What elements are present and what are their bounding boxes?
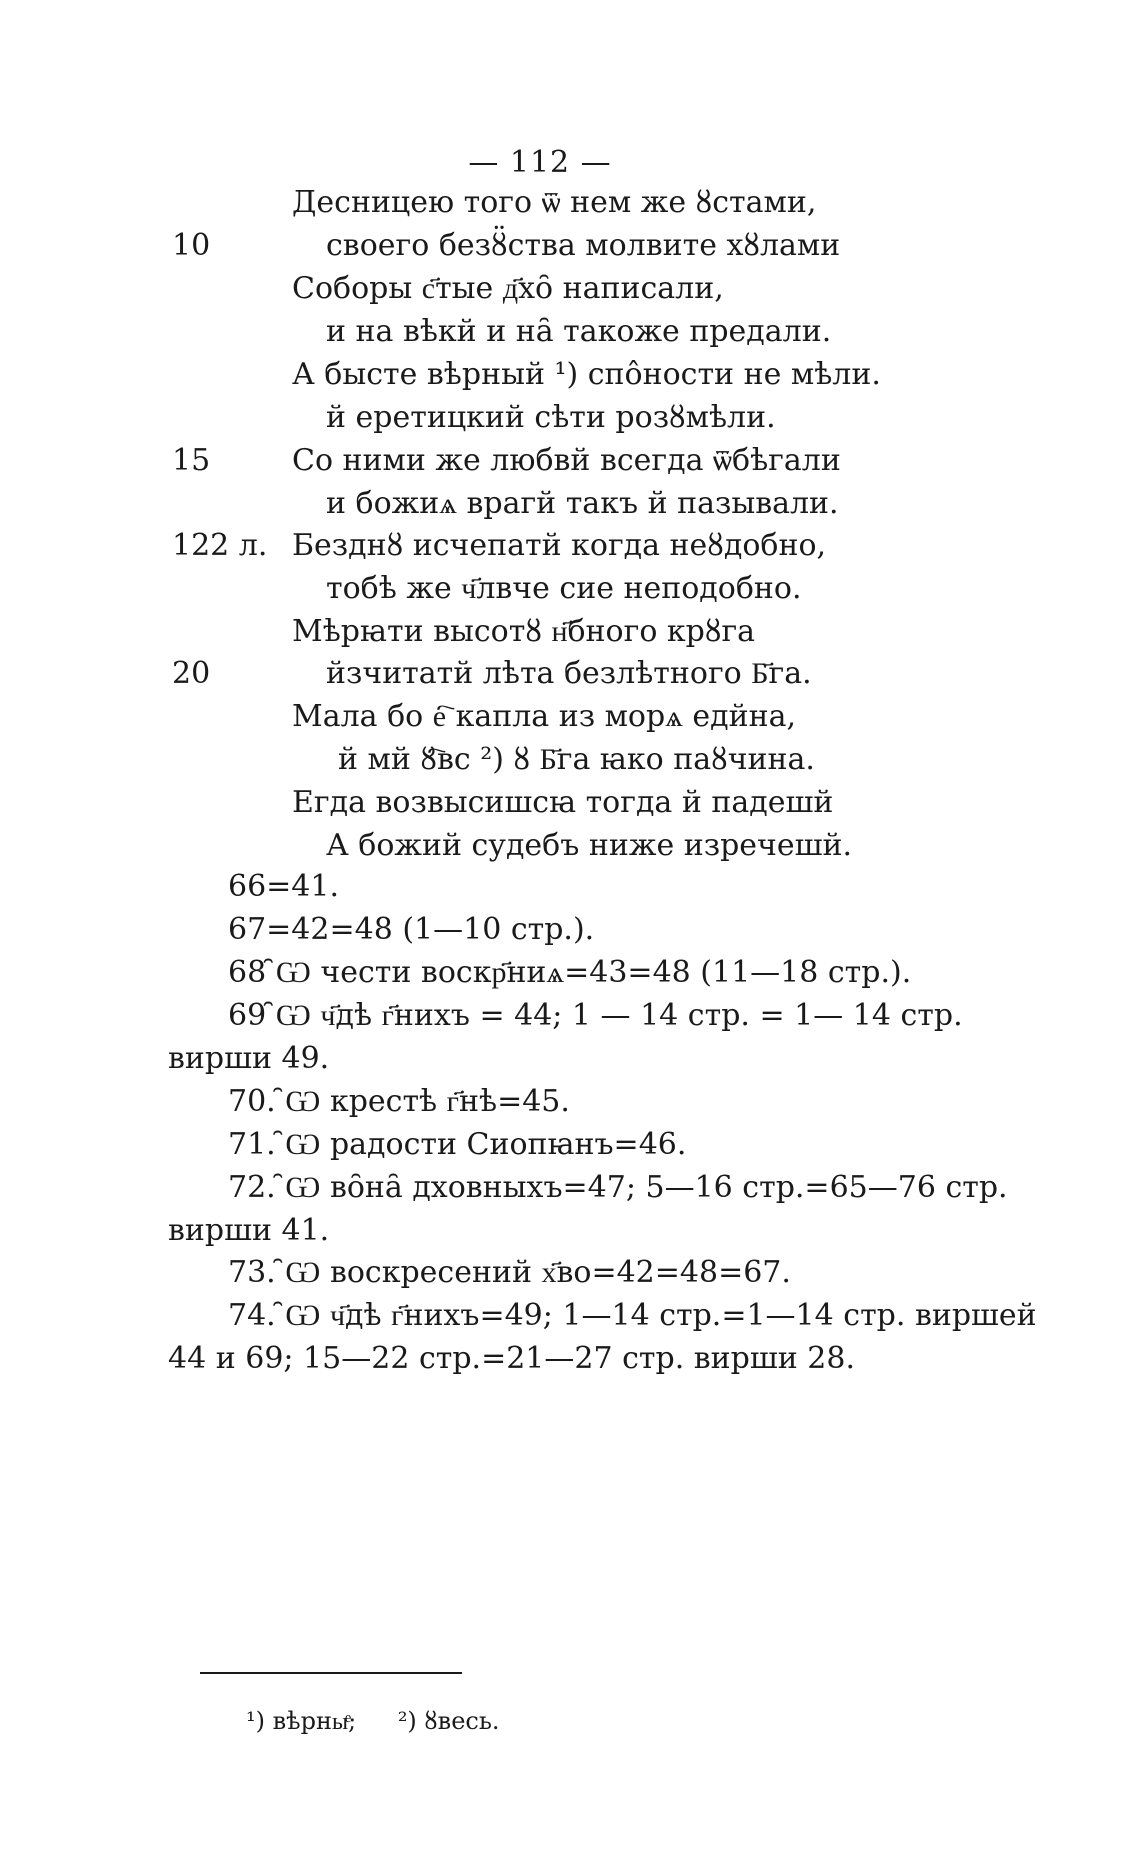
verse-line: Егда возвысишсꙗ тогда й падешй: [292, 785, 834, 820]
verse-line: Мала бо е҇ капла из морѧ едйна,: [292, 699, 797, 734]
verse-line: А бысте вѣрный ¹) спо̂ности не мѣли.: [292, 357, 881, 392]
reference-line: 73. ̑Ѡ воскресений х҃во=42=48=67.: [228, 1255, 791, 1290]
reference-line: 74. ̑Ѡ ч҃дѣ г҃нихъ=49; 1—14 стр.=1—14 стр. виршей: [228, 1298, 1037, 1333]
margin-number: 20: [172, 656, 211, 691]
margin-number: 10: [172, 228, 211, 263]
reference-line: вирши 41.: [168, 1213, 330, 1248]
verse-line: тобѣ же ч҃лвче сие неподобно.: [326, 571, 802, 606]
verse-line: й мй ȣ҇вс ²) ȣ Б҃га ꙗко паȣчина.: [338, 742, 815, 777]
footnote-separator: [200, 1672, 462, 1674]
reference-line: вирши 49.: [168, 1041, 330, 1076]
verse-line: Мѣрꙗти высотȣ н҃бного крȣга: [292, 614, 756, 649]
reference-line: 71. ̑Ѡ радости Сиопꙗнъ=46.: [228, 1127, 687, 1162]
verse-line: Соборы с҃тые д҃хо̑ написали,: [292, 271, 724, 306]
reference-line: 66=41.: [228, 869, 340, 904]
verse-line: йзчитатй лѣта безлѣтного Б҃га.: [326, 656, 812, 691]
verse-line: и на вѣкй и на̑ такоже предали.: [326, 314, 832, 349]
reference-line: 67=42=48 (1—10 стр.).: [228, 912, 595, 947]
margin-number: 15: [172, 443, 211, 478]
verse-line: й еретицкий сѣти розȣмѣли.: [326, 400, 776, 435]
reference-line: 69 ̑Ѡ ч҃дѣ г҃нихъ = 44; 1 — 14 стр. = 1— 14 стр.: [228, 998, 963, 1033]
reference-line: 72. ̑Ѡ во̑на̑ дховныхъ=47; 5—16 стр.=65—76 стр.: [228, 1170, 1008, 1205]
verse-line: своего безȣ̈ства молвите хȣлами: [326, 228, 841, 263]
verse-line: А божий судебъ ниже изречешй.: [326, 828, 853, 863]
verse-line: и божиѧ врагй такъ й пазывали.: [326, 486, 839, 521]
verse-line: Десницею того ѿ нем же ȣстами,: [292, 185, 817, 220]
verse-line: Безднȣ исчепатй когда неȣдобно,: [292, 528, 827, 563]
page-number: — 112 —: [468, 145, 612, 180]
footnotes: [246, 1706, 534, 1736]
reference-line: 68 ̑Ѡ чести воскр҃ниѧ=43=48 (11—18 стр.).: [228, 955, 912, 990]
reference-line: 44 и 69; 15—22 стр.=21—27 стр. вирши 28.: [168, 1341, 855, 1376]
margin-number: 122 л.: [172, 528, 268, 563]
footnote: ¹) вѣрныͤ;: [246, 1707, 357, 1735]
footnote: ²) ȣвесь.: [397, 1707, 500, 1735]
verse-line: Со ними же любвй всегда ѿбѣгали: [292, 443, 841, 478]
reference-line: 70. ̑Ѡ крестѣ г҃нѣ=45.: [228, 1084, 570, 1119]
